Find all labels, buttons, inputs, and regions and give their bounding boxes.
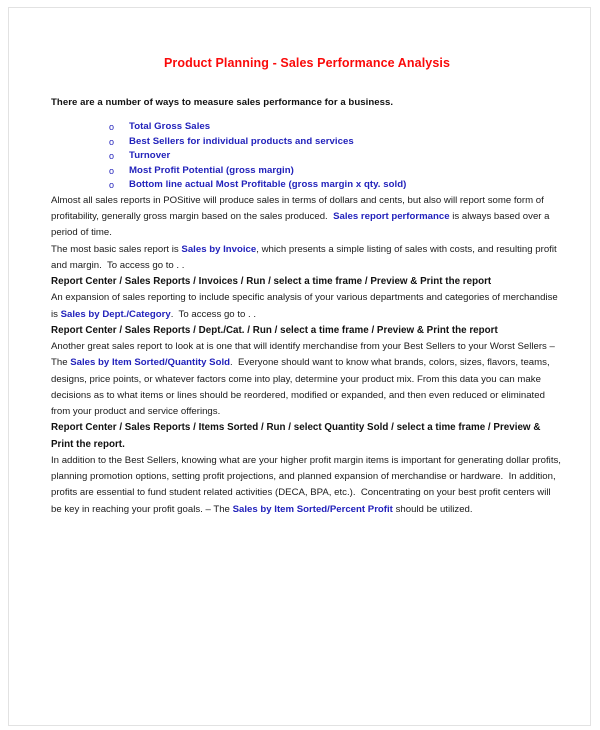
list-item xyxy=(109,135,563,150)
paragraph-overview xyxy=(51,193,563,242)
list-item xyxy=(109,164,563,179)
highlight-sales-by-invoice: Sales by Invoice xyxy=(181,243,257,255)
highlight-sales-by-dept-category: Sales by Dept./Category xyxy=(60,308,171,320)
highlight-sales-by-item-quantity-sold: Sales by Item Sorted/Quantity Sold xyxy=(70,357,230,369)
intro-text: There are a number of ways to measure sales performance for a business. xyxy=(51,97,394,108)
highlight-sales-by-item-percent-profit: Sales by Item Sorted/Percent Profit xyxy=(232,503,393,515)
navigation-path-invoices: Report Center / Sales Reports / Invoices / Run / select a time frame / Preview & Print the report xyxy=(51,275,492,287)
paragraph-text: The most basic sales report is xyxy=(51,243,182,255)
bullet-marker-icon: o xyxy=(109,136,115,147)
list-item xyxy=(109,178,563,193)
paragraph-text: . To access go to . . xyxy=(170,308,257,320)
navigation-path-dept-cat: Report Center / Sales Reports / Dept./Cat. / Run / select a time frame / Preview & Print the report xyxy=(51,324,498,336)
paragraph-text: Almost all sales reports in POSitive will produce sales in terms of dollars and cents, but also will report some form of profitability, generally gross margin based on the sales produced. xyxy=(51,194,544,223)
paragraph-profit-margin xyxy=(51,453,563,518)
document-page xyxy=(8,7,591,726)
paragraph-text: is always based over a period of time. xyxy=(51,211,550,239)
paragraph-text: In addition to the Best Sellers, knowing what are your higher profit margin items is important for generating dollar profits, planning promotion options, setting profit projections, and planned expansion of merchandise or hardware. In addition, profits are essential to fund student related activities (DECA, BPA, etc.). Concentrating on your best profit centers will be key in reaching your profit goals. – The xyxy=(51,455,561,515)
bullet-marker-icon: o xyxy=(109,180,115,191)
bullet-marker-icon: o xyxy=(109,122,115,132)
list-item xyxy=(109,120,563,135)
list-item-label: Bottom line actual Most Profitable (gross margin x qty. sold) xyxy=(129,179,407,191)
bullet-marker-icon: o xyxy=(109,165,115,176)
paragraph-text: An expansion of sales reporting to include specific analysis of your various departments and categories of merchandise is xyxy=(51,292,558,320)
list-item-label: Turnover xyxy=(129,150,171,162)
page-title: Product Planning - Sales Performance Analysis xyxy=(163,56,451,70)
list-item-label: Most Profit Potential (gross margin) xyxy=(129,164,294,176)
paragraph-text: , which presents a simple listing of sales with costs, and resulting profit and margin. To access go to . . xyxy=(51,243,557,271)
navigation-path-items-sorted: Report Center / Sales Reports / Items Sorted / Run / select Quantity Sold / select a time frame / Preview & Print the report. xyxy=(51,422,541,450)
document-content xyxy=(51,8,563,518)
list-item xyxy=(109,149,563,164)
paragraph-text: should be utilized. xyxy=(392,503,473,515)
paragraph-text: Another great sales report to look at is one that will identify merchandise from your Best Sellers to your Worst Sellers – The xyxy=(51,341,555,369)
paragraph-sales-by-invoice xyxy=(51,242,563,274)
paragraph-best-sellers xyxy=(51,339,563,420)
measures-list xyxy=(51,120,563,193)
paragraph-sales-by-dept xyxy=(51,290,563,322)
paragraph-text: . Everyone should want to know what brands, colors, sizes, flavors, teams, designs, price points, or whatever factors come into play, determine your product mix. From this data you can make decisions as to what items or lines should be reordered, modified or expanded, and then even reduced or eliminated from your product and service offerings. xyxy=(51,357,550,418)
highlight-sales-report-performance: Sales report performance xyxy=(333,211,450,223)
list-item-label: Best Sellers for individual products and services xyxy=(129,135,354,147)
list-item-label: Total Gross Sales xyxy=(129,121,211,132)
bullet-marker-icon: o xyxy=(109,151,115,162)
